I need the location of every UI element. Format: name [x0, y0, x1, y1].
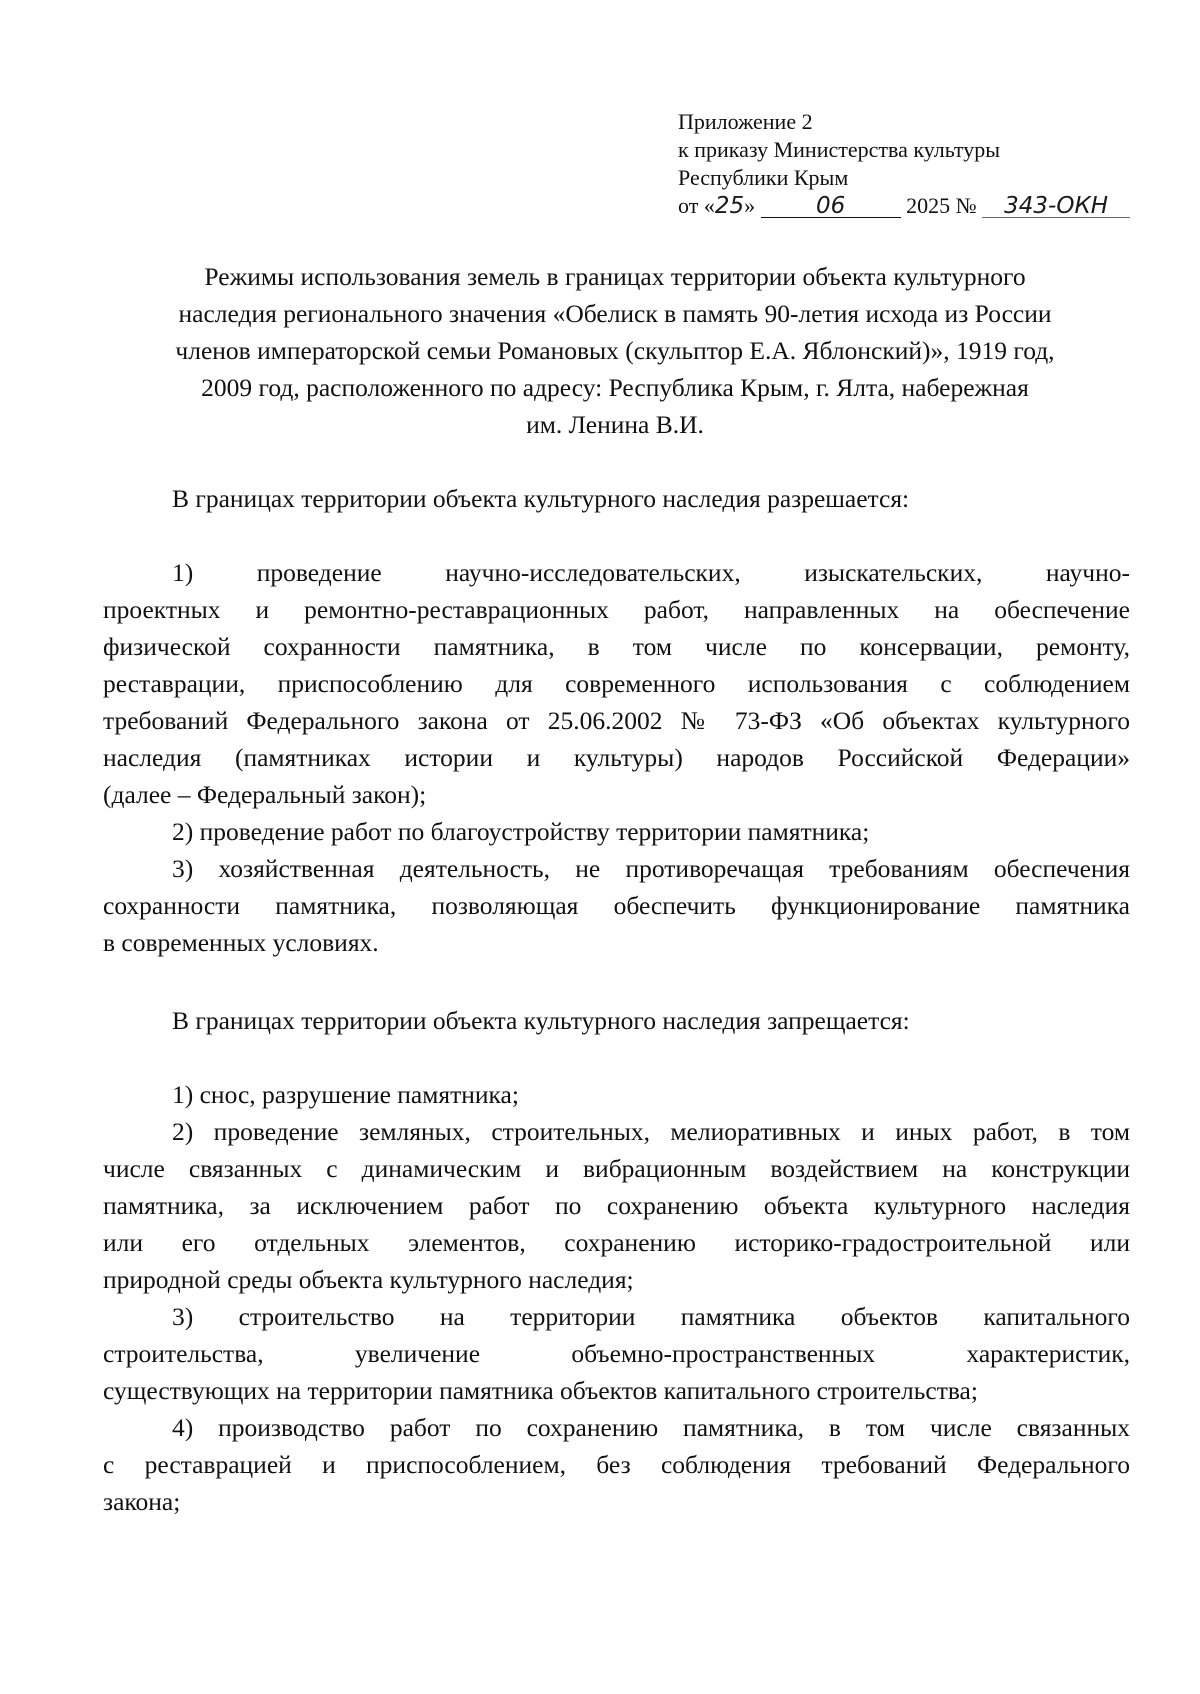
title-line: 2009 год, расположенного по адресу: Республика Крым, г. Ялта, набережная	[201, 373, 1029, 402]
title-line: Режимы использования земель в границах территории объекта культурного	[204, 262, 1026, 291]
appendix-line: Республики Крым	[678, 165, 849, 190]
forbidden-item-2-line: числе связанных с динамическим и вибрационным воздействием на конструкции	[103, 1154, 1130, 1183]
forbidden-list	[103, 1076, 1130, 1520]
forbidden-item-2-line: природной среды объекта культурного наследия;	[103, 1265, 634, 1294]
allowed-item-1-line: наследия (памятниках истории и культуры) народов Российской Федерации»	[103, 743, 1130, 772]
allowed-item-2: 2) проведение работ по благоустройству территории памятника;	[172, 817, 870, 846]
title-line: членов императорской семьи Романовых (скульптор Е.А. Яблонский)», 1919 год,	[175, 336, 1055, 365]
title-line: наследия регионального значения «Обелиск в память 90-летия исхода из России	[178, 299, 1052, 328]
order-number-field	[982, 195, 1130, 218]
allowed-item-1-line: проектных и ремонтно-реставрационных работ, направленных на обеспечение	[103, 595, 1130, 624]
allowed-list	[103, 554, 1130, 961]
allowed-item-1-line: физической сохранности памятника, в том числе по консервации, ремонту,	[103, 632, 1130, 661]
allowed-item-3-line: 3) хозяйственная деятельность, не противоречащая требованиям обеспечения	[172, 854, 1130, 883]
date-month-field	[761, 195, 901, 218]
allowed-heading: В границах территории объекта культурного наследия разрешается:	[172, 484, 910, 513]
allowed-item-1-line: 1) проведение научно-исследовательских, изыскательских, научно-	[172, 558, 1130, 587]
document-title	[110, 258, 1120, 443]
allowed-item-1-line: требований Федерального закона от 25.06.2002 № 73-ФЗ «Об объектах культурного	[103, 706, 1130, 735]
forbidden-item-3-line: 3) строительство на территории памятника объектов капитального	[172, 1302, 1130, 1331]
forbidden-item-4-line: закона;	[103, 1487, 181, 1516]
date-prefix: от «	[678, 193, 715, 218]
allowed-item-1-line: (далее – Федеральный закон);	[103, 780, 427, 809]
allowed-item-3-line: сохранности памятника, позволяющая обеспечить функционирование памятника	[103, 891, 1130, 920]
allowed-item-3-line: в современных условиях.	[103, 928, 379, 957]
date-quote-close: »	[744, 193, 756, 218]
forbidden-item-2-line: памятника, за исключением работ по сохранению объекта культурного наследия	[103, 1191, 1130, 1220]
forbidden-item-2-line: или его отдельных элементов, сохранению историко-градостроительной или	[103, 1228, 1130, 1257]
forbidden-item-3-line: строительства, увеличение объемно-пространственных характеристик,	[103, 1339, 1130, 1368]
forbidden-item-4-line: 4) производство работ по сохранению памятника, в том числе связанных	[172, 1413, 1130, 1442]
forbidden-item-1: 1) снос, разрушение памятника;	[172, 1080, 519, 1109]
date-month-handwritten: 06	[815, 193, 846, 219]
forbidden-item-2-line: 2) проведение земляных, строительных, мелиоративных и иных работ, в том	[172, 1117, 1130, 1146]
appendix-line: к приказу Министерства культуры	[678, 137, 1001, 162]
forbidden-item-3-line: существующих на территории памятника объектов капитального строительства;	[103, 1376, 978, 1405]
forbidden-item-4-line: с реставрацией и приспособлением, без соблюдения требований Федерального	[103, 1450, 1130, 1479]
order-date-line	[678, 192, 1130, 220]
date-year: 2025 №	[906, 193, 977, 218]
appendix-header	[678, 108, 1130, 220]
allowed-item-1-line: реставрации, приспособлению для современного использования с соблюдением	[103, 669, 1130, 698]
order-number-handwritten: 343-ОКН	[1004, 193, 1109, 219]
forbidden-heading: В границах территории объекта культурного наследия запрещается:	[172, 1006, 910, 1035]
date-day-handwritten: 25	[714, 193, 745, 219]
title-line: им. Ленина В.И.	[526, 410, 704, 439]
appendix-line: Приложение 2	[678, 109, 813, 134]
